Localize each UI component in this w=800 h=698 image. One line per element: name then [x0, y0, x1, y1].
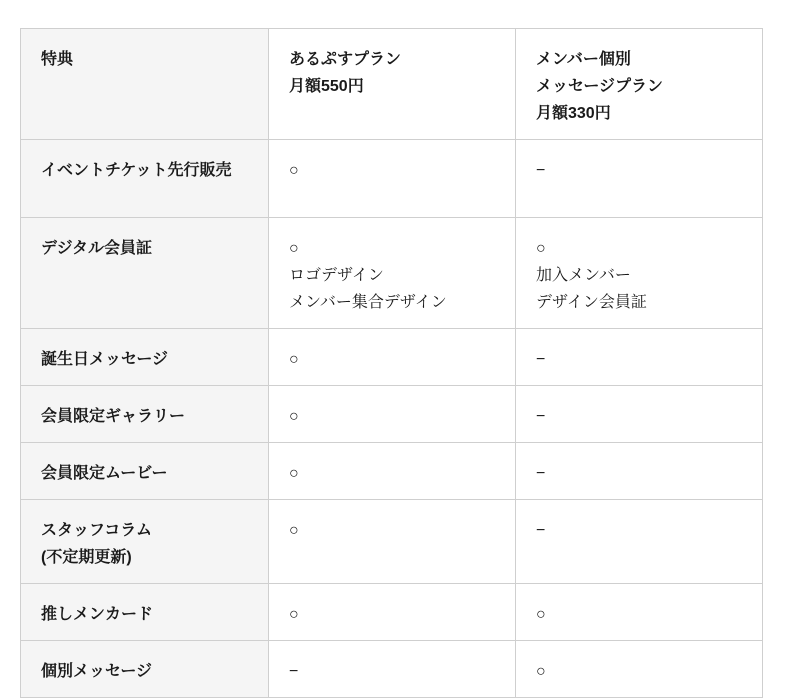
- feature-cell: スタッフコラム (不定期更新): [21, 500, 269, 584]
- table-row: [21, 500, 763, 584]
- plan-alps-value-cell: ○: [269, 500, 516, 584]
- plan-alps-value-cell: ○: [269, 140, 516, 218]
- plan-individual-value-cell: ○ 加入メンバー デザイン会員証: [516, 218, 763, 329]
- plan-individual-value-cell: −: [516, 500, 763, 584]
- plan-alps-value-cell: −: [269, 641, 516, 698]
- plan-individual-value-cell: −: [516, 329, 763, 386]
- table-row: [21, 329, 763, 386]
- header-feature-cell: 特典: [21, 29, 269, 140]
- feature-cell: イベントチケット先行販売: [21, 140, 269, 218]
- feature-cell: 推しメンカード: [21, 584, 269, 641]
- table-row: [21, 641, 763, 698]
- plan-alps-value-cell: ○: [269, 443, 516, 500]
- feature-cell: 誕生日メッセージ: [21, 329, 269, 386]
- plan-alps-value-cell: ○ ロゴデザイン メンバー集合デザイン: [269, 218, 516, 329]
- plan-individual-value-cell: −: [516, 443, 763, 500]
- feature-cell: 個別メッセージ: [21, 641, 269, 698]
- header-plan-alps-cell: あるぷすプラン 月額550円: [269, 29, 516, 140]
- feature-cell: 会員限定ギャラリー: [21, 386, 269, 443]
- plan-individual-value-cell: ○: [516, 641, 763, 698]
- header-plan-individual-cell: メンバー個別 メッセージプラン 月額330円: [516, 29, 763, 140]
- plan-individual-value-cell: −: [516, 386, 763, 443]
- plan-alps-value-cell: ○: [269, 386, 516, 443]
- table-row: [21, 584, 763, 641]
- plan-comparison-table: [20, 28, 763, 698]
- feature-cell: 会員限定ムービー: [21, 443, 269, 500]
- plan-individual-value-cell: −: [516, 140, 763, 218]
- table-row: [21, 386, 763, 443]
- table-row: [21, 443, 763, 500]
- table-row: [21, 218, 763, 329]
- table-header-row: [21, 29, 763, 140]
- plan-alps-value-cell: ○: [269, 584, 516, 641]
- feature-cell: デジタル会員証: [21, 218, 269, 329]
- plan-alps-value-cell: ○: [269, 329, 516, 386]
- table-row: [21, 140, 763, 218]
- plan-individual-value-cell: ○: [516, 584, 763, 641]
